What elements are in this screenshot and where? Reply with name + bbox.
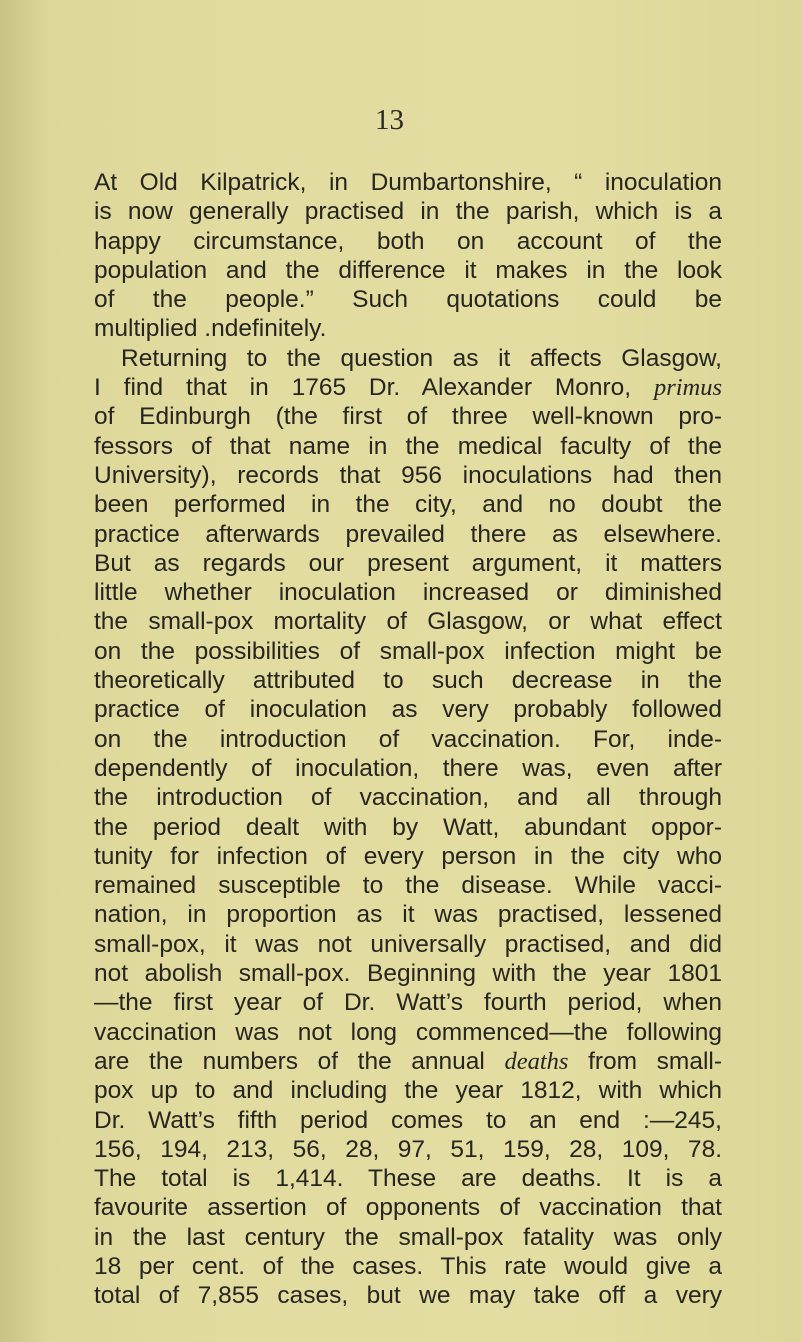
- text-line: multiplied .ndefinitely.: [94, 315, 327, 343]
- text-line: At Old Kilpatrick, in Dumbartonshire, “ inoculation: [94, 169, 722, 196]
- text-line: little whether inoculation increased or diminished: [94, 579, 722, 607]
- text-span: are the numbers of the annual: [94, 1047, 485, 1075]
- text-line: University), records that 956 inoculations had then: [94, 461, 722, 489]
- text-line: nation, in proportion as it was practised, lessened: [94, 901, 722, 929]
- text-line: But as regards our present argument, it matters: [94, 549, 722, 577]
- text-line: Returning to the question as it affects Glasgow,: [121, 344, 722, 372]
- text-line: is now generally practised in the parish, which is a: [94, 198, 722, 226]
- page-number: 13: [375, 104, 404, 136]
- text-line: vaccination was not long commenced—the following: [94, 1018, 722, 1046]
- text-line: —the first year of Dr. Watt’s fourth period, when: [94, 989, 722, 1017]
- text-line: population and the difference it makes in the look: [94, 256, 722, 284]
- italic-word: deaths: [504, 1047, 569, 1075]
- text-line: 18 per cent. of the cases. This rate would give a: [94, 1252, 722, 1280]
- text-line: pox up to and including the year 1812, with which: [94, 1077, 722, 1105]
- text-line: favourite assertion of opponents of vaccination that: [94, 1194, 722, 1222]
- text-span: from small-: [588, 1047, 722, 1075]
- text-line: [94, 1047, 722, 1076]
- text-line: [94, 373, 722, 402]
- text-line: practice afterwards prevailed there as elsewhere.: [94, 520, 722, 548]
- text-line: of Edinburgh (the first of three well-known pro-: [94, 403, 722, 431]
- text-line: the period dealt with by Watt, abundant oppor-: [94, 813, 722, 841]
- text-line: fessors of that name in the medical faculty of the: [94, 432, 722, 460]
- italic-word: primus: [653, 374, 723, 402]
- text-span: I find that in 1765 Dr. Alexander Monro,: [94, 374, 632, 402]
- text-line: of the people.” Such quotations could be: [94, 286, 722, 314]
- text-line: 156, 194, 213, 56, 28, 97, 51, 159, 28, 109, 78.: [94, 1135, 722, 1163]
- text-line: not abolish small-pox. Beginning with the year 1801: [94, 960, 722, 988]
- text-line: Dr. Watt’s fifth period comes to an end :—245,: [94, 1106, 722, 1134]
- text-line: theoretically attributed to such decrease in the: [94, 667, 722, 695]
- text-line: The total is 1,414. These are deaths. It is a: [94, 1165, 722, 1193]
- text-line: dependently of inoculation, there was, even after: [94, 754, 722, 782]
- text-line: on the introduction of vaccination. For, inde-: [94, 725, 722, 753]
- text-line: in the last century the small-pox fatality was only: [94, 1223, 722, 1251]
- text-line: tunity for infection of every person in the city who: [94, 842, 722, 870]
- text-line: the introduction of vaccination, and all through: [94, 784, 722, 812]
- text-line: happy circumstance, both on account of the: [94, 227, 722, 255]
- text-line: small-pox, it was not universally practised, and did: [94, 930, 722, 958]
- text-line: practice of inoculation as very probably followed: [94, 696, 722, 724]
- text-line: on the possibilities of small-pox infection might be: [94, 637, 722, 665]
- text-line: been performed in the city, and no doubt the: [94, 491, 722, 519]
- text-line: remained susceptible to the disease. While vacci-: [94, 872, 722, 900]
- text-line: the small-pox mortality of Glasgow, or what effect: [94, 608, 722, 636]
- body-text: [94, 168, 722, 1311]
- text-line: total of 7,855 cases, but we may take off a very: [94, 1282, 722, 1310]
